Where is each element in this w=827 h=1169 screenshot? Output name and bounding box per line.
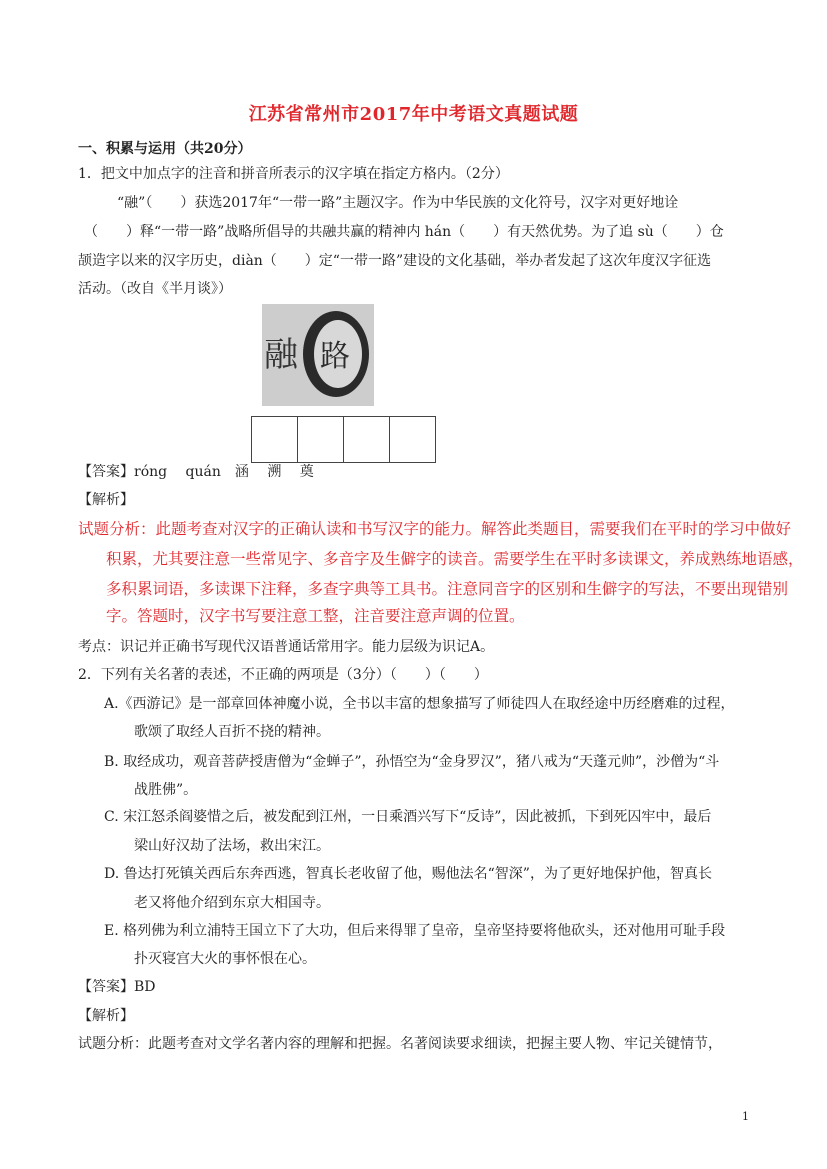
section-heading: 一、积累与运用（共20分）	[78, 141, 252, 157]
q1-answer: 【答案】róng quán 涵 溯 奠	[78, 464, 314, 480]
q1-passage-line: 活动。（改自《半月谈》）	[78, 281, 232, 297]
q2-option-a: A.《西游记》是一部章回体神魔小说，全书以丰富的想象描写了师徒四人在取经途中历经磨难的过程，	[104, 696, 735, 712]
q1-analysis-line: 多积累词语，多读课下注释，多查字典等工具书。注意同音字的区别和生僻字的写法，不要出现错别	[106, 580, 789, 598]
q2-option-c-cont: 梁山好汉劫了法场，救出宋江。	[134, 838, 330, 854]
q1-stem: 1．把文中加点字的注音和拼音所表示的汉字填在指定方格内。（2分）	[78, 166, 509, 182]
q2-option-c: C. 宋江怒杀阎婆惜之后，被发配到江州，一日乘酒兴写下“反诗”，因此被抓，下到死囚牢中，最后	[104, 809, 712, 825]
q2-answer: 【答案】BD	[78, 979, 156, 995]
q2-analysis-label: 【解析】	[78, 1008, 134, 1024]
page-title: 江苏省常州市2017年中考语文真题试题	[248, 104, 579, 125]
seal-char-lu: 路	[320, 339, 350, 374]
answer-boxes	[252, 416, 436, 463]
q2-option-e-cont: 扑灭寝宫大火的事怀恨在心。	[134, 951, 316, 967]
q2-option-b: B. 取经成功，观音菩萨授唐僧为“金蝉子”，孙悟空为“金身罗汉”，猪八戒为“天蓬元帅”，沙僧为“斗	[104, 754, 720, 770]
q1-analysis-line: 积累，尤其要注意一些常见字、多音字及生僻字的读音。需要学生在平时多读课文，养成熟练地语感，	[106, 550, 804, 568]
q2-option-b-cont: 战胜佛”。	[134, 782, 198, 798]
q2-option-a-cont: 歌颂了取经人百折不挠的精神。	[134, 724, 330, 740]
q1-passage-line: 颉造字以来的汉字历史，diàn（ ）定“一带一路”建设的文化基础，举办者发起了这次年度汉字征选	[78, 253, 712, 269]
q2-option-d-cont: 老又将他介绍到东京大相国寺。	[134, 895, 330, 911]
q1-kaodian: 考点：识记并正确书写现代汉语普通话常用字。能力层级为识记A。	[78, 639, 495, 655]
q1-passage-line: （ ）释“一带一路”战略所倡导的共融共赢的精神内 hán（ ）有天然优势。为了追 sù（ ）仓	[84, 224, 724, 240]
q2-stem: 2．下列有关名著的表述，不正确的两项是（3分）（ ）（ ）	[78, 667, 488, 683]
q1-analysis-label: 【解析】	[78, 492, 134, 508]
q1-analysis-line: 字。答题时，汉字书写要注意工整，注音要注意声调的位置。	[106, 607, 525, 625]
seal-image	[262, 304, 374, 406]
page-number: 1	[742, 1110, 749, 1123]
seal-char-rong: 融	[264, 335, 298, 375]
answer-box[interactable]	[343, 416, 390, 463]
answer-box[interactable]	[389, 416, 436, 463]
q2-analysis: 试题分析：此题考查对文学名著内容的理解和把握。名著阅读要求细读，把握主要人物、牢记关键情节，	[78, 1036, 722, 1052]
answer-box[interactable]	[297, 416, 344, 463]
q2-option-d: D. 鲁达打死镇关西后东奔西逃，智真长老收留了他，赐他法名“智深”，为了更好地保护他，智真长	[104, 866, 712, 882]
q1-passage-line: “融”（ ）获选2017年“一带一路”主题汉字。作为中华民族的文化符号，汉字对更好地诠	[117, 195, 679, 211]
answer-box[interactable]	[251, 416, 298, 463]
q2-option-e: E. 格列佛为利立浦特王国立下了大功，但后来得罪了皇帝，皇帝坚持要将他砍头，还对他用可耻手段	[104, 923, 726, 939]
q1-analysis-line: 试题分析：此题考查对汉字的正确认读和书写汉字的能力。解答此类题目，需要我们在平时的学习中做好	[78, 520, 792, 538]
